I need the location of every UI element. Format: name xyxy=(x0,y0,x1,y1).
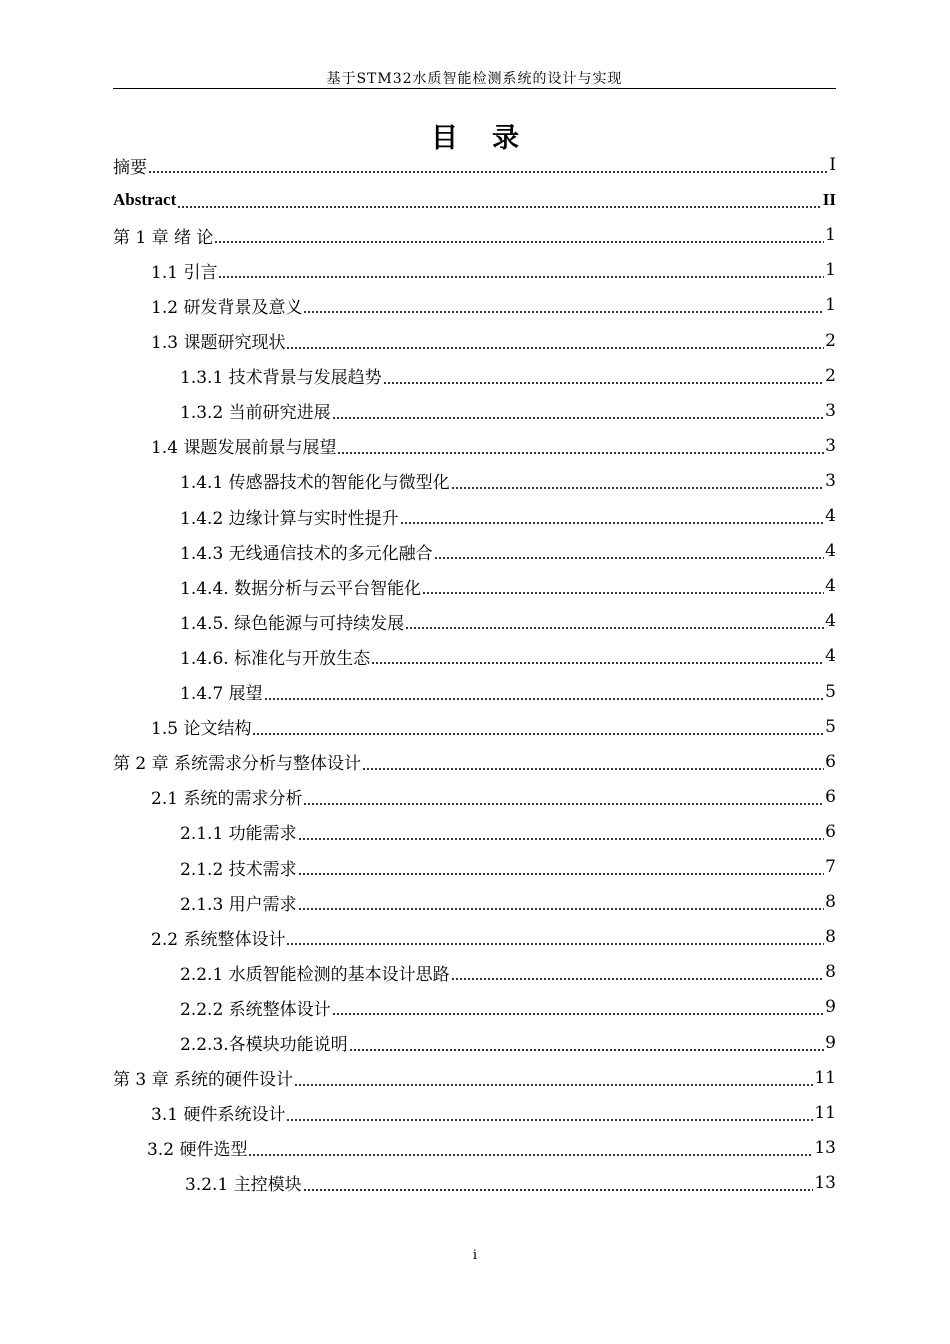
toc-leader-dots xyxy=(332,394,825,428)
toc-leader-dots xyxy=(371,639,824,673)
toc-entry[interactable] xyxy=(113,1061,836,1095)
toc-leader-dots xyxy=(332,990,825,1024)
toc-entry-page: II xyxy=(822,190,836,210)
toc-entry[interactable] xyxy=(113,745,836,779)
toc-entry-page: I xyxy=(829,155,836,175)
toc-entry-page: 1 xyxy=(825,295,836,316)
toc-entry[interactable] xyxy=(147,1131,836,1165)
toc-entry-label: 2.1.3 用户需求 xyxy=(180,894,297,915)
toc-entry-page: 11 xyxy=(814,1102,836,1123)
toc-entry-page: 7 xyxy=(825,857,836,877)
toc-leader-dots xyxy=(303,288,824,322)
toc-entry[interactable] xyxy=(180,394,836,428)
toc-entry[interactable] xyxy=(180,569,836,603)
toc-entry-page: 4 xyxy=(825,506,836,526)
toc-entry[interactable] xyxy=(180,639,836,673)
toc-leader-dots xyxy=(434,534,825,568)
toc-leader-dots xyxy=(422,569,824,603)
toc-entry[interactable] xyxy=(180,499,836,533)
toc-entry-page: 1 xyxy=(825,225,836,246)
toc-entry-label: 2.1.2 技术需求 xyxy=(180,859,297,880)
toc-entry[interactable] xyxy=(151,429,836,463)
toc-entry-label: 1.4.1 传感器技术的智能化与微型化 xyxy=(180,473,450,494)
toc-leader-dots xyxy=(294,1061,813,1095)
toc-leader-dots xyxy=(383,359,825,393)
toc-entry[interactable] xyxy=(185,1166,836,1200)
toc-leader-dots xyxy=(298,850,825,884)
toc-entry-label: 1.4.2 边缘计算与实时性提升 xyxy=(180,508,399,529)
toc-leader-dots xyxy=(400,499,825,533)
toc-entry-label: 3.2 硬件选型 xyxy=(147,1140,248,1161)
toc-entry-page: 8 xyxy=(825,927,836,948)
toc-entry[interactable] xyxy=(180,815,836,849)
header-rule xyxy=(113,88,836,89)
toc-entry-page: 6 xyxy=(825,751,836,772)
toc-leader-dots xyxy=(214,218,824,252)
toc-entry-page: 2 xyxy=(825,365,836,386)
toc-entry-label: 1.4.4. 数据分析与云平台智能化 xyxy=(180,578,422,599)
toc-entry-page: 11 xyxy=(814,1067,836,1088)
toc-leader-dots xyxy=(148,148,828,182)
toc-entry[interactable] xyxy=(113,148,836,182)
toc-entry-label: 摘要 xyxy=(113,157,147,178)
toc-entry[interactable] xyxy=(151,710,836,744)
toc-entry-label: 3.1 硬件系统设计 xyxy=(151,1105,286,1126)
toc-entry[interactable] xyxy=(180,850,836,884)
toc-entry-page: 13 xyxy=(814,1172,836,1193)
toc-entry-page: 2 xyxy=(825,330,836,351)
toc-entry-label: 第 1 章 绪 论 xyxy=(113,227,214,248)
toc-entry-label: 1.3 课题研究现状 xyxy=(151,333,286,353)
toc-leader-dots xyxy=(362,745,824,779)
toc-entry-page: 8 xyxy=(825,962,836,983)
toc-entry-label: 1.4.7 展望 xyxy=(180,684,263,704)
toc-entry[interactable] xyxy=(180,955,836,989)
toc-leader-dots xyxy=(298,815,825,849)
toc-entry-label: 2.2.2 系统整体设计 xyxy=(180,999,331,1020)
toc-leader-dots xyxy=(337,429,824,463)
toc-entry-page: 13 xyxy=(814,1137,836,1158)
toc-entry-label: 第 3 章 系统的硬件设计 xyxy=(113,1070,294,1091)
toc-entry-label: 2.1 系统的需求分析 xyxy=(151,789,303,810)
toc-leader-dots xyxy=(303,1166,814,1200)
toc-entry-page: 9 xyxy=(825,1032,836,1053)
toc-entry-label: 第 2 章 系统需求分析与整体设计 xyxy=(113,754,362,775)
toc-entry-label: Abstract xyxy=(113,190,177,210)
toc-leader-dots xyxy=(248,1131,813,1165)
toc-entry-label: 1.4.5. 绿色能源与可持续发展 xyxy=(180,613,405,634)
toc-entry-page: 3 xyxy=(825,400,836,421)
toc-leader-dots xyxy=(264,675,825,709)
toc-entry[interactable] xyxy=(180,990,836,1024)
toc-entry-label: 3.2.1 主控模块 xyxy=(185,1175,302,1196)
toc-entry-page: 4 xyxy=(825,576,836,597)
toc-entry-label: 1.4.6. 标准化与开放生态 xyxy=(180,648,371,669)
toc-entry[interactable] xyxy=(151,1096,836,1130)
toc-entry-page: 8 xyxy=(825,892,836,913)
toc-entry[interactable] xyxy=(151,288,836,322)
toc-leader-dots xyxy=(286,324,824,358)
toc-entry-page: 5 xyxy=(825,716,836,737)
toc-entry[interactable] xyxy=(180,464,836,498)
toc-entry[interactable] xyxy=(113,183,836,217)
toc-entry-label: 2.1.1 功能需求 xyxy=(180,824,297,845)
toc-entry[interactable] xyxy=(113,218,836,252)
toc-entry[interactable] xyxy=(151,920,836,954)
toc-entry-label: 2.2 系统整体设计 xyxy=(151,929,286,950)
toc-entry-label: 2.2.1 水质智能检测的基本设计思路 xyxy=(180,964,450,985)
toc-entry-page: 3 xyxy=(825,470,836,491)
toc-entry-page: 1 xyxy=(825,260,836,281)
toc-leader-dots xyxy=(405,604,824,638)
toc-entry-label: 2.2.3.各模块功能说明 xyxy=(180,1035,348,1055)
toc-entry-label: 1.3.1 技术背景与发展趋势 xyxy=(180,368,382,389)
toc-entry-label: 1.5 论文结构 xyxy=(151,719,252,740)
toc-entry[interactable] xyxy=(180,1026,836,1060)
toc-entry-label: 1.1 引言 xyxy=(151,262,218,283)
toc-entry-page: 5 xyxy=(825,681,836,702)
toc-entry-page: 4 xyxy=(825,646,836,667)
toc-leader-dots xyxy=(286,1096,813,1130)
page-title: 目录 xyxy=(431,123,553,154)
toc-entry[interactable] xyxy=(180,534,836,568)
toc-entry-page: 6 xyxy=(825,786,836,807)
toc-leader-dots xyxy=(218,253,824,287)
toc-leader-dots xyxy=(451,464,825,498)
toc-entry[interactable] xyxy=(151,253,836,287)
toc-entry[interactable] xyxy=(180,885,836,919)
toc-entry-label: 1.4.3 无线通信技术的多元化融合 xyxy=(180,543,433,564)
toc-leader-dots xyxy=(451,955,825,989)
toc-entry-page: 4 xyxy=(825,611,836,632)
toc-entry-label: 1.2 研发背景及意义 xyxy=(151,297,303,318)
toc-leader-dots xyxy=(177,183,822,217)
toc-entry-page: 9 xyxy=(825,997,836,1018)
toc-entry-page: 6 xyxy=(825,821,836,842)
page-number: i xyxy=(472,1248,478,1263)
toc-leader-dots xyxy=(349,1026,825,1060)
toc-entry[interactable] xyxy=(180,604,836,638)
toc-entry[interactable] xyxy=(151,324,836,358)
toc-entry-label: 1.3.2 当前研究进展 xyxy=(180,403,331,424)
toc-entry-label: 1.4 课题发展前景与展望 xyxy=(151,438,337,459)
toc-entry[interactable] xyxy=(151,780,836,814)
running-header: 基于STM32水质智能检测系统的设计与实现 xyxy=(326,71,623,87)
toc-entry[interactable] xyxy=(180,359,836,393)
toc-entry[interactable] xyxy=(180,675,836,709)
toc-entry-page: 4 xyxy=(825,541,836,562)
toc-leader-dots xyxy=(303,780,824,814)
toc-leader-dots xyxy=(252,710,824,744)
toc-entry-page: 3 xyxy=(825,435,836,456)
toc-leader-dots xyxy=(286,920,824,954)
toc-leader-dots xyxy=(298,885,825,919)
